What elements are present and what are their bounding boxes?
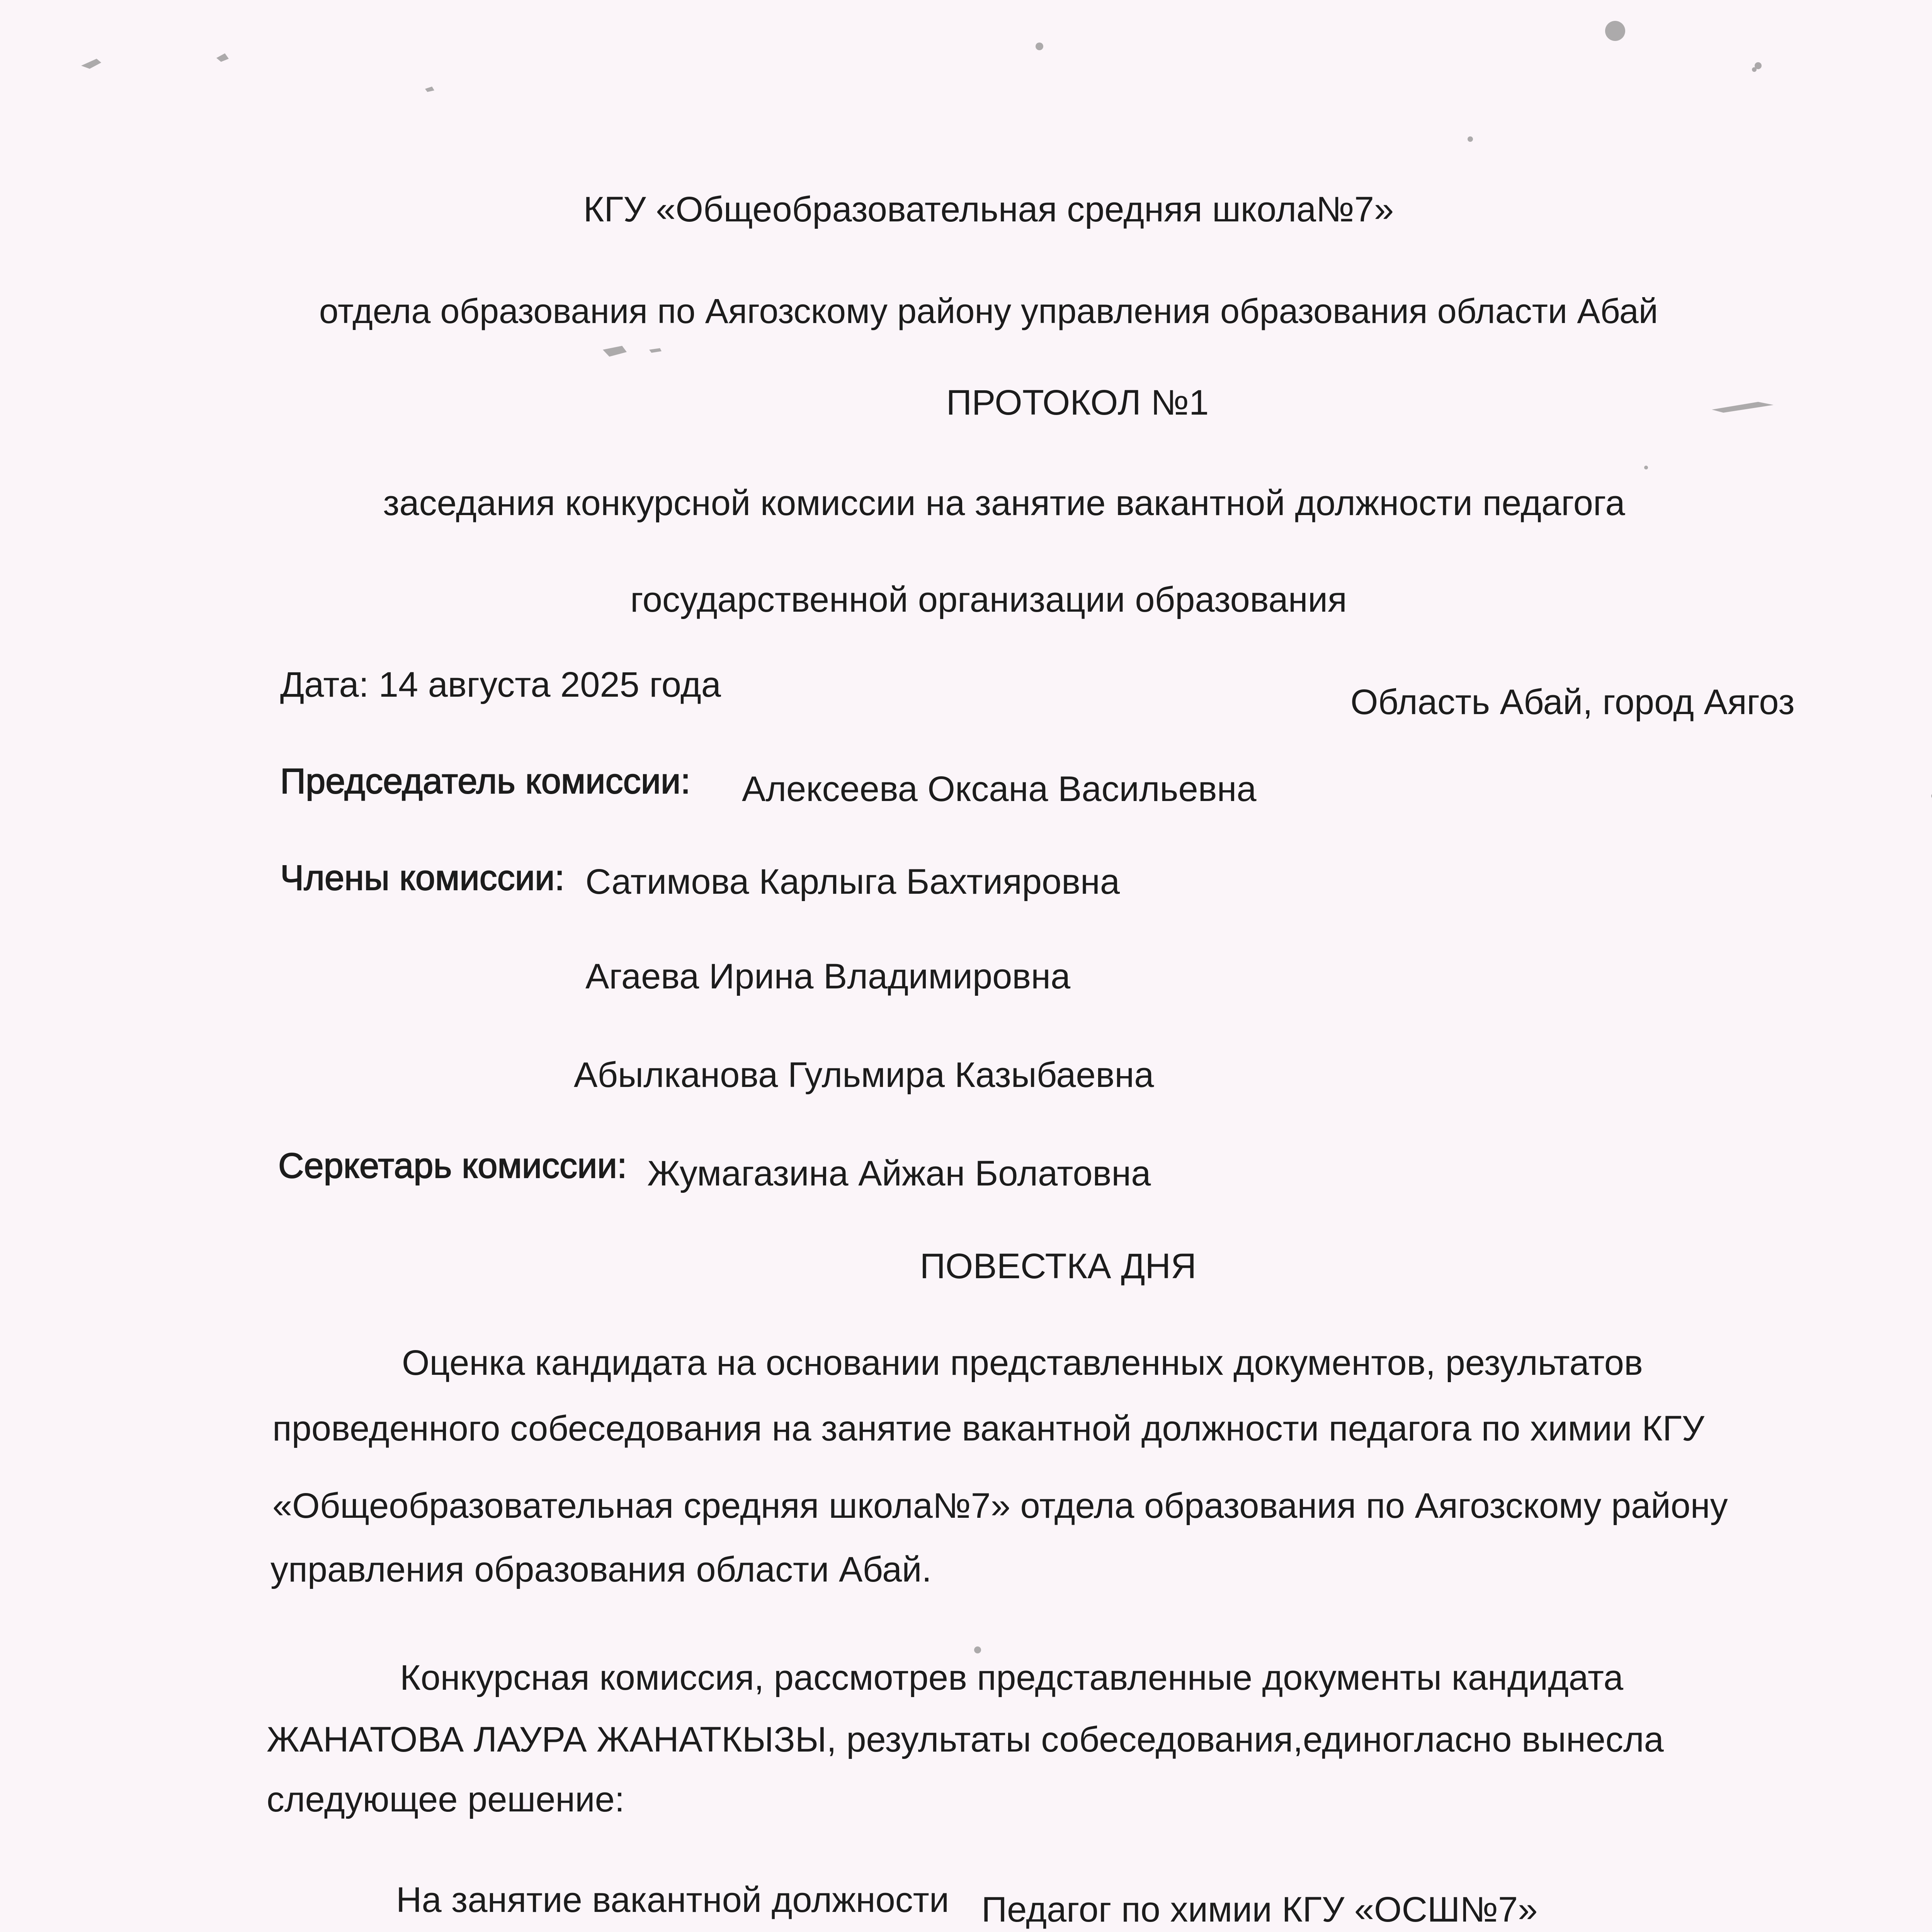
- chair-label: Председатель комиссии:: [280, 762, 690, 801]
- decision-paragraph-line: Конкурсная комиссия, рассмотрев представленные документы кандидата: [400, 1658, 1624, 1697]
- department-line: отдела образования по Аягозскому району управления образования области Абай: [319, 292, 1658, 331]
- meeting-place: Область Абай, город Аягоз: [1350, 682, 1795, 722]
- member-name: Агаева Ирина Владимировна: [585, 957, 1071, 996]
- decision-prefix: На занятие вакантной должности: [396, 1880, 949, 1920]
- meeting-description: заседания конкурсной комиссии на занятие вакантной должности педагога: [383, 483, 1625, 523]
- meeting-date: Дата: 14 августа 2025 года: [280, 665, 721, 704]
- school-name: КГУ «Общеобразовательная средняя школа№7»: [583, 190, 1394, 229]
- agenda-paragraph-line: проведенного собеседования на занятие вакантной должности педагога по химии КГУ: [272, 1409, 1704, 1448]
- agenda-paragraph-line: Оценка кандидата на основании представленных документов, результатов: [402, 1343, 1643, 1383]
- secretary-label: Серкетарь комиссии:: [278, 1146, 627, 1185]
- members-label: Члены комиссии:: [280, 858, 565, 898]
- agenda-paragraph-line: «Общеобразовательная средняя школа№7» отдела образования по Аягозскому району: [272, 1486, 1728, 1526]
- agenda-title: ПОВЕСТКА ДНЯ: [920, 1247, 1197, 1286]
- member-name: Сатимова Карлыга Бахтияровна: [585, 862, 1120, 901]
- protocol-title: ПРОТОКОЛ №1: [946, 383, 1209, 422]
- secretary-name: Жумагазина Айжан Болатовна: [647, 1154, 1151, 1193]
- chair-name: Алексеева Оксана Васильевна: [742, 769, 1257, 809]
- decision-paragraph-line: следующее решение:: [267, 1780, 625, 1819]
- vacant-position: Педагог по химии КГУ «ОСШ№7»: [981, 1889, 1537, 1932]
- decision-paragraph-line: ЖАНАТОВА ЛАУРА ЖАНАТКЫЗЫ, результаты собеседования,единогласно вынесла: [267, 1720, 1664, 1759]
- member-name: Абылканова Гульмира Казыбаевна: [574, 1055, 1154, 1095]
- organization-line: государственной организации образования: [630, 580, 1347, 619]
- agenda-paragraph-line: управления образования области Абай.: [270, 1550, 932, 1589]
